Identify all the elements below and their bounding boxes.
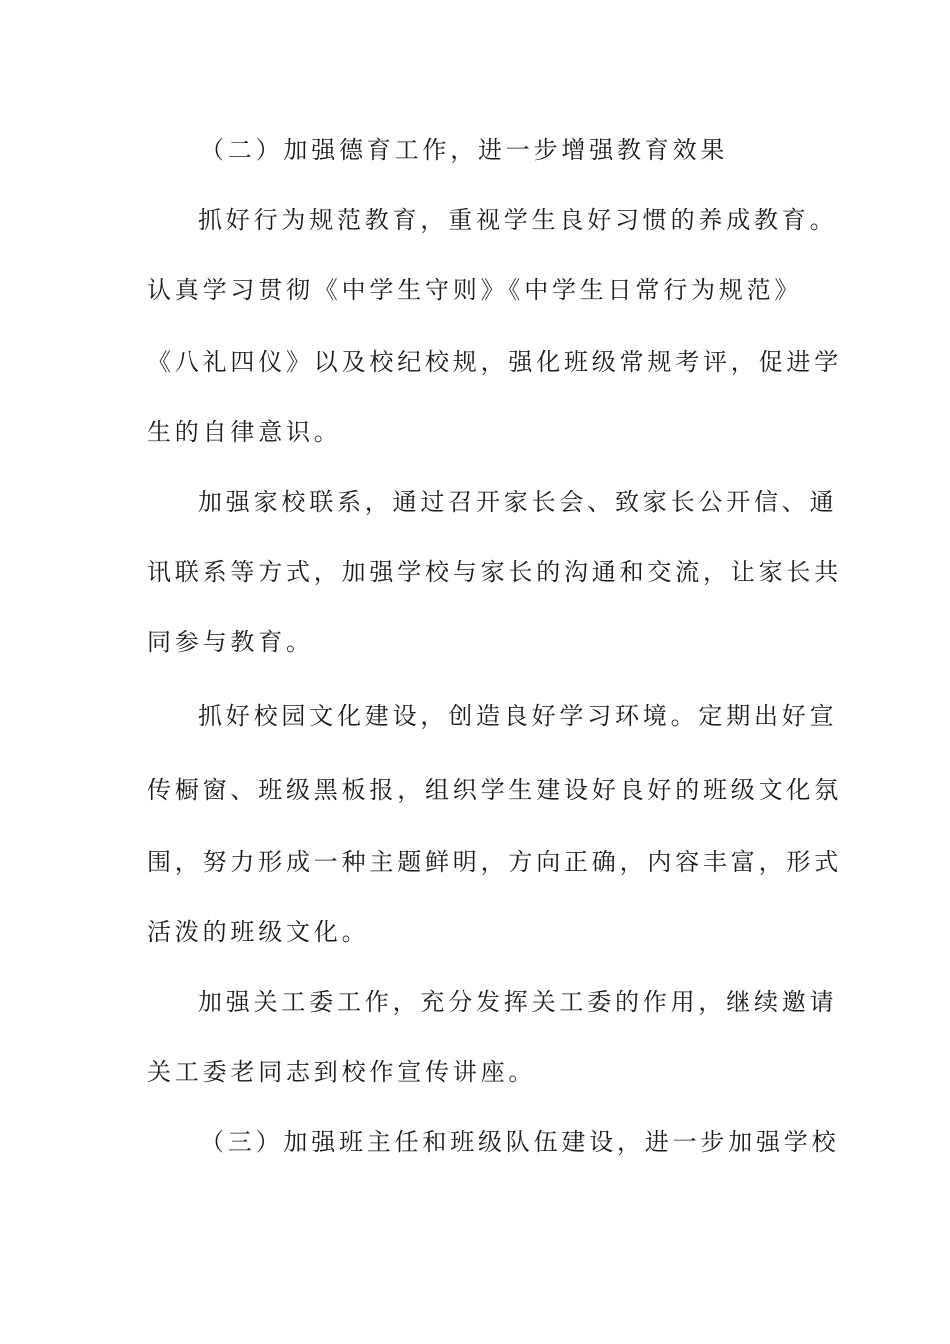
paragraph-line: 认真学习贯彻《中学生守则》《中学生日常行为规范》: [147, 276, 803, 304]
paragraph-line: 生的自律意识。: [147, 418, 342, 446]
paragraph-line: 加强家校联系，通过召开家长会、致家长公开信、通: [198, 488, 838, 516]
paragraph-line: 围，努力形成一种主题鲜明，方向正确，内容丰富，形式: [147, 848, 842, 876]
paragraph-line: 活泼的班级文化。: [147, 918, 370, 946]
paragraph-line: 抓好行为规范教育，重视学生良好习惯的养成教育。: [198, 206, 838, 234]
paragraph-line: 抓好校园文化建设，创造良好学习环境。定期出好宣: [198, 702, 838, 730]
paragraph-line: 关工委老同志到校作宣传讲座。: [147, 1058, 537, 1086]
section-heading-2: （二）加强德育工作，进一步增强教育效果: [200, 136, 729, 164]
paragraph-line: 传橱窗、班级黑板报，组织学生建设好良好的班级文化氛: [147, 776, 842, 804]
paragraph-line: 加强关工委工作，充分发挥关工委的作用，继续邀请: [198, 988, 838, 1016]
paragraph-line: 讯联系等方式，加强学校与家长的沟通和交流，让家长共: [147, 558, 842, 586]
section-heading-3: （三）加强班主任和班级队伍建设，进一步加强学校: [200, 1128, 840, 1156]
paragraph-line: 《八礼四仪》以及校纪校规，强化班级常规考评，促进学: [147, 348, 842, 376]
paragraph-line: 同参与教育。: [147, 628, 314, 656]
